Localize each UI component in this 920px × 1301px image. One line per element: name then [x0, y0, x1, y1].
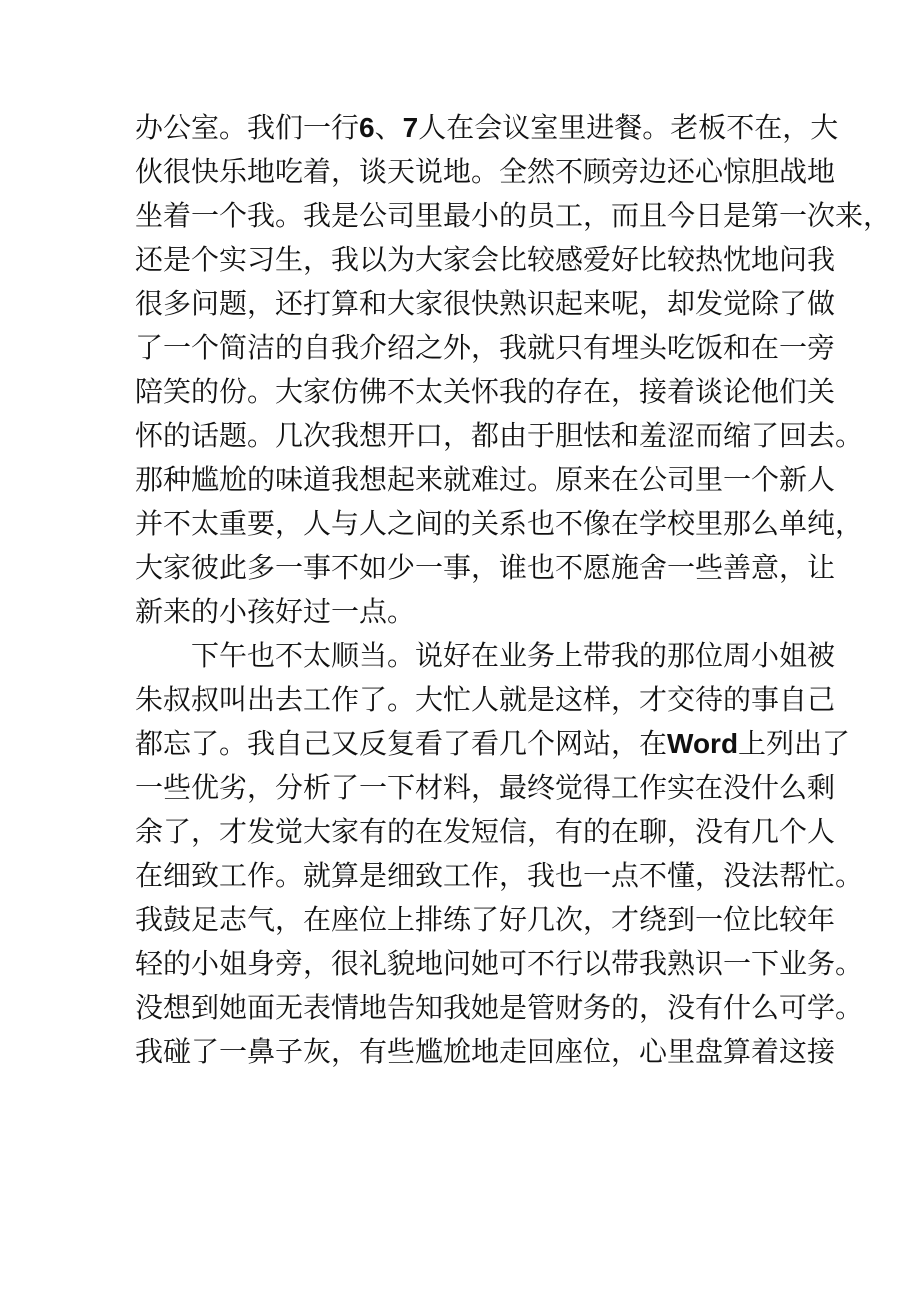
paragraph-line: 新来的小孩好过一点。	[135, 595, 416, 628]
latin-run: 6	[359, 112, 375, 143]
paragraph-1	[135, 106, 892, 634]
paragraph-line: 伙很快乐地吃着，谈天说地。全然不顾旁边还心惊胆战地	[135, 155, 836, 188]
paragraph-line: 轻的小姐身旁，很礼貌地问她可不行以带我熟识一下业务。	[135, 947, 864, 980]
paragraph-line: 了一个简洁的自我介绍之外，我就只有埋头吃饭和在一旁	[135, 331, 836, 364]
paragraph-line: 一些优劣，分析了一下材料，最终觉得工作实在没什么剩	[135, 771, 836, 804]
paragraph-line: 坐着一个我。我是公司里最小的员工，而且今日是第一次来，	[135, 199, 892, 232]
paragraph-line: 还是个实习生，我以为大家会比较感爱好比较热忱地问我	[135, 243, 836, 276]
latin-run: 7	[402, 112, 419, 143]
paragraph-line: 办公室。我们一行6、7人在会议室里进餐。老板不在，大	[135, 111, 839, 144]
paragraph-line: 我碰了一鼻子灰，有些尴尬地走回座位，心里盘算着这接	[135, 1035, 836, 1068]
paragraph-line: 都忘了。我自己又反复看了看几个网站，在Word上列出了	[135, 727, 851, 760]
paragraph-line: 大家彼此多一事不如少一事，谁也不愿施舍一些善意，让	[135, 551, 836, 584]
paragraph-2	[135, 634, 864, 1074]
paragraph-line: 很多问题，还打算和大家很快熟识起来呢，却发觉除了做	[135, 287, 836, 320]
paragraph-line: 下午也不太顺当。说好在业务上带我的那位周小姐被	[191, 639, 836, 672]
paragraph-line: 陪笑的份。大家仿佛不太关怀我的存在，接着谈论他们关	[135, 375, 836, 408]
paragraph-line: 我鼓足志气，在座位上排练了好几次，才绕到一位比较年	[135, 903, 836, 936]
paragraph-line: 在细致工作。就算是细致工作，我也一点不懂，没法帮忙。	[135, 859, 864, 892]
paragraph-line: 没想到她面无表情地告知我她是管财务的，没有什么可学。	[135, 991, 864, 1024]
paragraph-line: 那种尴尬的味道我想起来就难过。原来在公司里一个新人	[135, 463, 836, 496]
paragraph-line: 怀的话题。几次我想开口，都由于胆怯和羞涩而缩了回去。	[135, 419, 864, 452]
paragraph-line: 朱叔叔叫出去工作了。大忙人就是这样，才交待的事自己	[135, 683, 836, 716]
paragraph-line: 余了，才发觉大家有的在发短信，有的在聊，没有几个人	[135, 815, 836, 848]
paragraph-line: 并不太重要，人与人之间的关系也不像在学校里那么单纯，	[135, 507, 864, 540]
latin-run: Word	[667, 728, 739, 759]
